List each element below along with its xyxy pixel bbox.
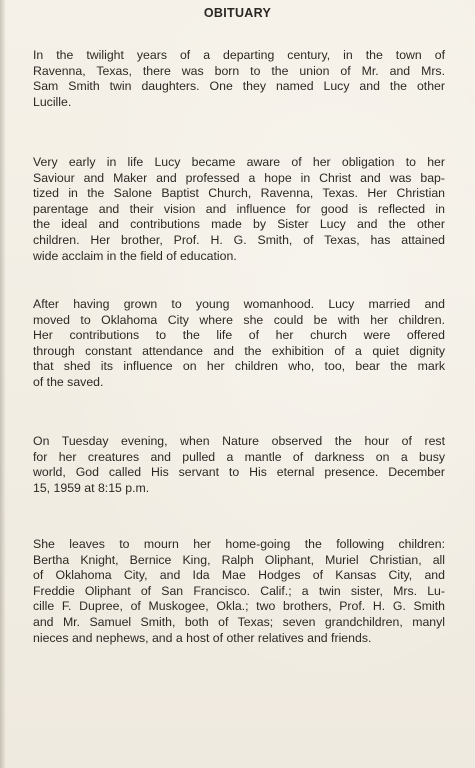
text-line: She leaves to mourn her home-going the following children: <box>33 537 445 551</box>
paragraph-survivors <box>33 537 445 646</box>
text-line: After having grown to young womanhood. Lucy married and <box>33 297 445 311</box>
text-line: In the twilight years of a departing century, in the town of <box>33 48 445 62</box>
paragraph-birth <box>33 48 445 110</box>
paragraph-marriage <box>33 297 445 391</box>
text-line: tized in the Salone Baptist Church, Ravenna, Texas. Her Christian <box>33 186 445 201</box>
text-line: Very early in life Lucy became aware of her obligation to her <box>33 155 445 169</box>
text-line: of the saved. <box>33 374 104 389</box>
text-line: moved to Oklahoma City where she could be with her children. <box>33 312 445 327</box>
text-line: of Oklahoma City, and Ida Mae Hodges of Kansas City, and <box>33 568 445 583</box>
text-line: parentage and their vision and influence for good is reflected in <box>33 201 445 216</box>
text-line: 15, 1959 at 8:15 p.m. <box>33 480 150 495</box>
text-line: children. Her brother, Prof. H. G. Smith, of Texas, has attained <box>33 232 445 247</box>
text-line: Ravenna, Texas, there was born to the union of Mr. and Mrs. <box>33 63 445 78</box>
text-line: that shed its influence on her children who, too, bear the mark <box>33 359 445 374</box>
text-line: Lucille. <box>33 94 72 109</box>
text-line: Saviour and Maker and professed a hope in Christ and was bap- <box>33 170 445 185</box>
text-line: the ideal and contributions made by Sister Lucy and the other <box>33 217 445 232</box>
paragraph-passing <box>33 434 445 496</box>
paragraph-faith <box>33 155 445 264</box>
text-line: world, God called His servant to His eternal presence. December <box>33 465 445 480</box>
text-line: Bertha Knight, Bernice King, Ralph Oliphant, Muriel Christian, all <box>33 552 445 567</box>
text-line: wide acclaim in the field of education. <box>33 248 237 263</box>
page-title: OBITUARY <box>203 6 272 20</box>
text-line: and Mr. Samuel Smith, both of Texas; seven grandchildren, manyl <box>33 614 445 629</box>
text-line: cille F. Dupree, of Muskogee, Okla.; two brothers, Prof. H. G. Smith <box>33 599 445 614</box>
text-line: through constant attendance and the exhibition of a quiet dignity <box>33 343 445 358</box>
text-line: nieces and nephews, and a host of other relatives and friends. <box>33 630 372 645</box>
page-edge-shadow <box>0 0 6 768</box>
text-line: Her contributions to the life of her church were offered <box>33 328 445 343</box>
text-line: On Tuesday evening, when Nature observed the hour of rest <box>33 434 445 448</box>
text-line: Sam Smith twin daughters. One they named Lucy and the other <box>33 79 445 94</box>
text-line: Freddie Oliphant of San Francisco. Calif.; a twin sister, Mrs. Lu- <box>33 583 445 598</box>
text-line: for her creatures and pulled a mantle of darkness on a busy <box>33 449 445 464</box>
